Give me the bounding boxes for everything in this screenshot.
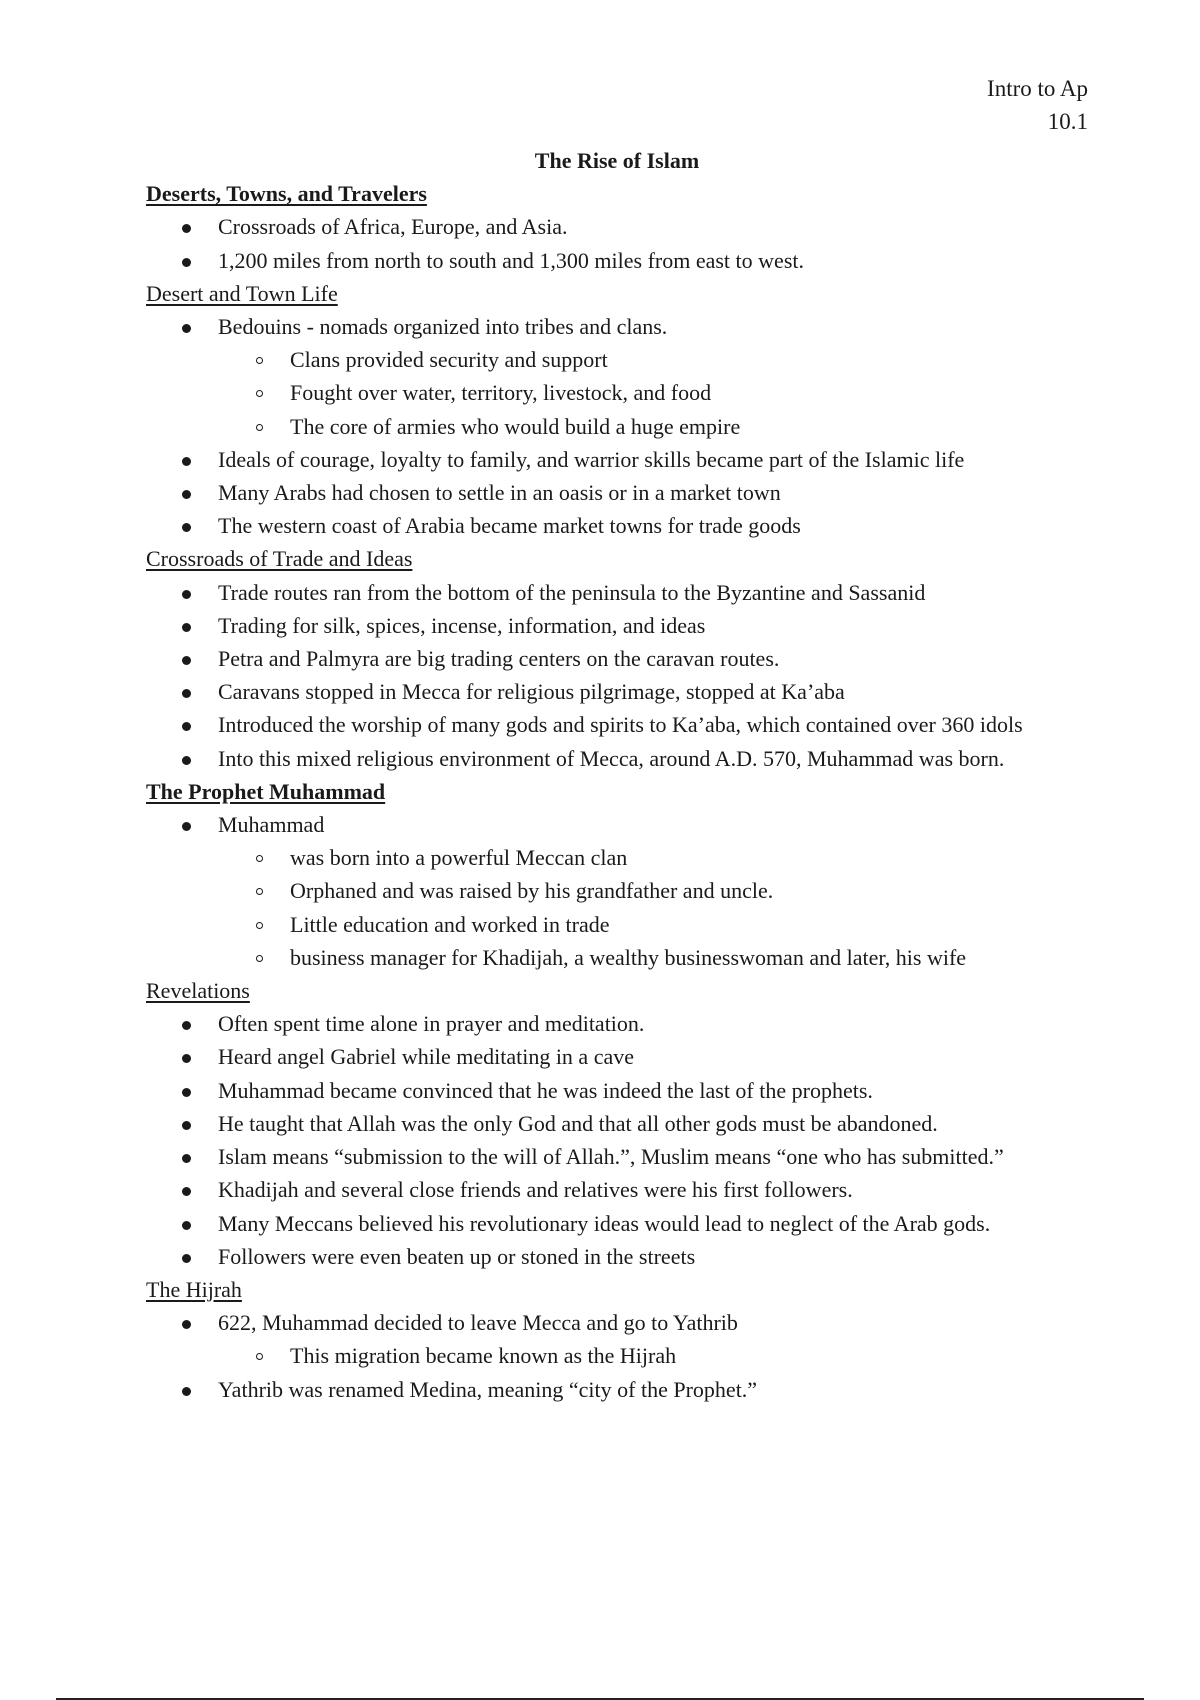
bullet-list — [146, 310, 1146, 542]
bullet-icon — [182, 590, 191, 599]
list-item: 622, Muhammad decided to leave Mecca and go to Yathrib — [146, 1306, 1146, 1339]
bullet-icon — [182, 457, 191, 466]
list-item: Many Arabs had chosen to settle in an oasis or in a market town — [146, 476, 1146, 509]
section-desert-town-life — [146, 277, 1146, 543]
bullet-icon — [182, 1187, 191, 1196]
list-item: Often spent time alone in prayer and meditation. — [146, 1007, 1146, 1040]
list-item: Muhammad became convinced that he was indeed the last of the prophets. — [146, 1074, 1146, 1107]
hollow-bullet-icon — [256, 357, 263, 364]
sub-list-item: was born into a powerful Meccan clan — [146, 841, 1146, 874]
section-heading: The Prophet Muhammad — [146, 778, 386, 804]
section-heading: The Hijrah — [146, 1276, 242, 1302]
sub-list-item: business manager for Khadijah, a wealthy businesswoman and later, his wife — [146, 941, 1146, 974]
bullet-icon — [182, 722, 191, 731]
list-item: Introduced the worship of many gods and spirits to Ka’aba, which contained over 360 idols — [146, 708, 1146, 741]
section-revelations — [146, 974, 1146, 1273]
section-heading: Crossroads of Trade and Ideas — [146, 546, 413, 572]
bullet-icon — [182, 1387, 191, 1396]
page-header — [987, 72, 1088, 138]
hollow-bullet-icon — [256, 855, 263, 862]
bullet-list — [146, 210, 1146, 276]
list-item: Followers were even beaten up or stoned in the streets — [146, 1240, 1146, 1273]
list-item: Petra and Palmyra are big trading centers on the caravan routes. — [146, 642, 1146, 675]
section-heading: Desert and Town Life — [146, 280, 338, 306]
list-item: Islam means “submission to the will of Allah.”, Muslim means “one who has submitted.” — [146, 1140, 1146, 1173]
list-item: Bedouins - nomads organized into tribes and clans. — [146, 310, 1146, 343]
section-hijrah — [146, 1273, 1146, 1406]
bullet-icon — [182, 1320, 191, 1329]
hollow-bullet-icon — [256, 424, 263, 431]
section-heading: Revelations — [146, 978, 250, 1004]
hollow-bullet-icon — [256, 955, 263, 962]
bullet-icon — [182, 1021, 191, 1030]
document-title: The Rise of Islam — [534, 148, 700, 173]
bullet-list — [146, 808, 1146, 974]
sub-list-item: The core of armies who would build a huge empire — [146, 410, 1146, 443]
bullet-icon — [182, 822, 191, 831]
bullet-icon — [182, 1221, 191, 1230]
bullet-icon — [182, 656, 191, 665]
list-item: Yathrib was renamed Medina, meaning “city of the Prophet.” — [146, 1373, 1146, 1406]
list-item: Into this mixed religious environment of Mecca, around A.D. 570, Muhammad was born. — [146, 742, 1146, 775]
list-item: Khadijah and several close friends and relatives were his first followers. — [146, 1173, 1146, 1206]
bullet-icon — [182, 1254, 191, 1263]
list-item: 1,200 miles from north to south and 1,300 miles from east to west. — [146, 244, 1146, 277]
bullet-icon — [182, 324, 191, 333]
document-body — [146, 144, 1146, 1406]
bullet-list — [146, 1007, 1146, 1273]
list-item: Trade routes ran from the bottom of the peninsula to the Byzantine and Sassanid — [146, 576, 1146, 609]
sub-list-item: Orphaned and was raised by his grandfather and uncle. — [146, 874, 1146, 907]
bullet-icon — [182, 490, 191, 499]
sub-list-item: Little education and worked in trade — [146, 908, 1146, 941]
list-item: Muhammad — [146, 808, 1146, 841]
bullet-icon — [182, 224, 191, 233]
bullet-icon — [182, 1054, 191, 1063]
list-item: Heard angel Gabriel while meditating in a cave — [146, 1040, 1146, 1073]
hollow-bullet-icon — [256, 888, 263, 895]
bullet-icon — [182, 689, 191, 698]
bullet-icon — [182, 1154, 191, 1163]
list-item: Ideals of courage, loyalty to family, and warrior skills became part of the Islamic life — [146, 443, 1146, 476]
section-heading: Deserts, Towns, and Travelers — [146, 181, 427, 207]
bullet-icon — [182, 1088, 191, 1097]
list-item: The western coast of Arabia became market towns for trade goods — [146, 509, 1146, 542]
bullet-icon — [182, 756, 191, 765]
hollow-bullet-icon — [256, 390, 263, 397]
bullet-icon — [182, 523, 191, 532]
list-item: Many Meccans believed his revolutionary ideas would lead to neglect of the Arab gods. — [146, 1207, 1146, 1240]
bullet-icon — [182, 1121, 191, 1130]
list-item: Trading for silk, spices, incense, information, and ideas — [146, 609, 1146, 642]
list-item: Caravans stopped in Mecca for religious pilgrimage, stopped at Ka’aba — [146, 675, 1146, 708]
bullet-list — [146, 576, 1146, 775]
section-prophet-muhammad — [146, 775, 1146, 974]
sub-list-item: This migration became known as the Hijrah — [146, 1339, 1146, 1372]
hollow-bullet-icon — [256, 1353, 263, 1360]
section-deserts-towns-travelers — [146, 177, 1146, 277]
hollow-bullet-icon — [256, 922, 263, 929]
section-crossroads-trade-ideas — [146, 542, 1146, 774]
sub-list-item: Clans provided security and support — [146, 343, 1146, 376]
bullet-list — [146, 1306, 1146, 1406]
sub-list-item: Fought over water, territory, livestock, and food — [146, 376, 1146, 409]
course-label: Intro to Ap — [987, 76, 1088, 101]
bullet-icon — [182, 258, 191, 267]
section-number: 10.1 — [1047, 109, 1088, 134]
list-item: He taught that Allah was the only God and that all other gods must be abandoned. — [146, 1107, 1146, 1140]
bullet-icon — [182, 623, 191, 632]
list-item: Crossroads of Africa, Europe, and Asia. — [146, 210, 1146, 243]
